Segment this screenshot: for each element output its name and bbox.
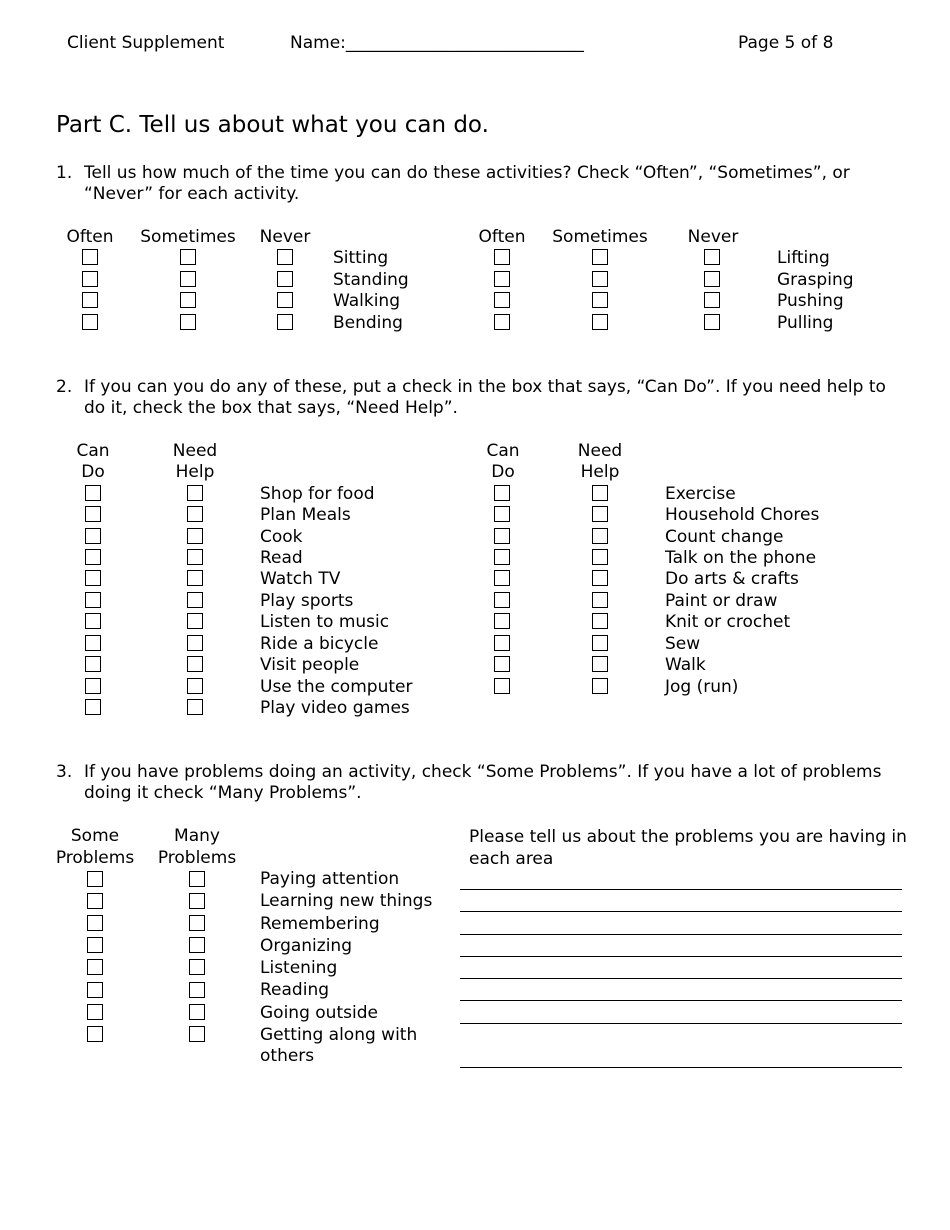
q2-can-do-checkbox[interactable] xyxy=(494,592,510,608)
q2-activity-label: Cook xyxy=(260,527,303,547)
q1-bending-often-checkbox[interactable] xyxy=(82,314,98,330)
q2-can-do-checkbox[interactable] xyxy=(85,635,101,651)
q1-right-col-sometimes: Sometimes xyxy=(552,227,648,247)
q2-activity-label: Play sports xyxy=(260,591,354,611)
q1-sitting-often-checkbox[interactable] xyxy=(82,249,98,265)
q2-need-help-checkbox[interactable] xyxy=(187,613,203,629)
q3-many-problems-checkbox[interactable] xyxy=(189,1004,205,1020)
q1-activity-label: Pulling xyxy=(777,313,834,333)
q1-bending-never-checkbox[interactable] xyxy=(277,314,293,330)
q2-need-help-checkbox[interactable] xyxy=(592,613,608,629)
q1-activity-label: Pushing xyxy=(777,291,844,311)
q2-need-help-checkbox[interactable] xyxy=(187,549,203,565)
q2-right-col-can: Can xyxy=(486,441,520,461)
q2-activity-label: Read xyxy=(260,548,303,568)
answer-line[interactable] xyxy=(460,1000,902,1001)
q1-pulling-often-checkbox[interactable] xyxy=(494,314,510,330)
q3-area-label-continued: others xyxy=(260,1046,315,1066)
q1-standing-never-checkbox[interactable] xyxy=(277,271,293,287)
q2-activity-label: Listen to music xyxy=(260,612,390,632)
q2-right-col-help: Help xyxy=(580,462,620,482)
page-title: Part C. Tell us about what you can do. xyxy=(56,112,489,138)
q1-bending-sometimes-checkbox[interactable] xyxy=(180,314,196,330)
q1-left-col-often: Often xyxy=(66,227,114,247)
q1-sitting-never-checkbox[interactable] xyxy=(277,249,293,265)
q3-area-label: Remembering xyxy=(260,914,380,934)
q2-can-do-checkbox[interactable] xyxy=(85,592,101,608)
q3-many-problems-checkbox[interactable] xyxy=(189,982,205,998)
q3-area-label: Organizing xyxy=(260,936,352,956)
q1-right-col-never: Never xyxy=(687,227,739,247)
q3-col-many-1: Many xyxy=(174,826,220,846)
q2-need-help-checkbox[interactable] xyxy=(187,635,203,651)
q1-pushing-never-checkbox[interactable] xyxy=(704,292,720,308)
q3-many-problems-checkbox[interactable] xyxy=(189,937,205,953)
answer-line[interactable] xyxy=(460,889,902,890)
answer-line[interactable] xyxy=(460,1067,902,1068)
q2-need-help-checkbox[interactable] xyxy=(592,678,608,694)
q3-many-problems-checkbox[interactable] xyxy=(189,915,205,931)
q1-pulling-never-checkbox[interactable] xyxy=(704,314,720,330)
q1-walking-often-checkbox[interactable] xyxy=(82,292,98,308)
q3-col-many-2: Problems xyxy=(157,848,237,868)
q3-some-problems-checkbox[interactable] xyxy=(87,959,103,975)
q3-area-label: Reading xyxy=(260,980,330,1000)
q2-activity-label: Plan Meals xyxy=(260,505,351,525)
q1-standing-often-checkbox[interactable] xyxy=(82,271,98,287)
q2-need-help-checkbox[interactable] xyxy=(187,699,203,715)
q2-activity-label: Exercise xyxy=(665,484,736,504)
q2-need-help-checkbox[interactable] xyxy=(592,592,608,608)
q2-activity-label: Use the computer xyxy=(260,677,413,697)
q2-need-help-checkbox[interactable] xyxy=(187,570,203,586)
q2-need-help-checkbox[interactable] xyxy=(592,635,608,651)
q1-pulling-sometimes-checkbox[interactable] xyxy=(592,314,608,330)
q3-area-label: Paying attention xyxy=(260,869,400,889)
q2-can-do-checkbox[interactable] xyxy=(494,635,510,651)
q2-right-col-do: Do xyxy=(491,462,515,482)
answer-line[interactable] xyxy=(460,1023,902,1024)
q3-area-label: Going outside xyxy=(260,1003,378,1023)
q2-need-help-checkbox[interactable] xyxy=(187,592,203,608)
q3-many-problems-checkbox[interactable] xyxy=(189,893,205,909)
q1-lifting-never-checkbox[interactable] xyxy=(704,249,720,265)
q3-some-problems-checkbox[interactable] xyxy=(87,915,103,931)
q2-activity-label: Knit or crochet xyxy=(665,612,791,632)
q2-activity-label: Paint or draw xyxy=(665,591,778,611)
q2-can-do-checkbox[interactable] xyxy=(85,506,101,522)
q3-area-label: Getting along with xyxy=(260,1025,418,1045)
q2-activity-label: Talk on the phone xyxy=(665,548,817,568)
q2-can-do-checkbox[interactable] xyxy=(494,678,510,694)
q3-many-problems-checkbox[interactable] xyxy=(189,1026,205,1042)
q3-some-problems-checkbox[interactable] xyxy=(87,982,103,998)
q2-activity-label: Visit people xyxy=(260,655,360,675)
q2-can-do-checkbox[interactable] xyxy=(85,485,101,501)
q3-many-problems-checkbox[interactable] xyxy=(189,871,205,887)
q2-can-do-checkbox[interactable] xyxy=(494,549,510,565)
name-blank: ____________________________ xyxy=(345,33,584,53)
q1-lifting-sometimes-checkbox[interactable] xyxy=(592,249,608,265)
q3-some-problems-checkbox[interactable] xyxy=(87,893,103,909)
q1-activity-label: Grasping xyxy=(777,270,854,290)
q1-number: 1. xyxy=(56,163,73,183)
q2-can-do-checkbox[interactable] xyxy=(494,656,510,672)
q3-many-problems-checkbox[interactable] xyxy=(189,959,205,975)
q2-can-do-checkbox[interactable] xyxy=(494,528,510,544)
q2-can-do-checkbox[interactable] xyxy=(85,699,101,715)
q1-activity-label: Standing xyxy=(333,270,409,290)
q2-can-do-checkbox[interactable] xyxy=(494,570,510,586)
q1-grasping-sometimes-checkbox[interactable] xyxy=(592,271,608,287)
q1-left-col-never: Never xyxy=(259,227,311,247)
q2-need-help-checkbox[interactable] xyxy=(187,656,203,672)
q1-sitting-sometimes-checkbox[interactable] xyxy=(180,249,196,265)
q2-left-col-do: Do xyxy=(81,462,105,482)
q1-instructions: Tell us how much of the time you can do these activities? Check “Often”, “Sometimes”, or “Never” for each activity. xyxy=(84,163,850,204)
q1-pushing-sometimes-checkbox[interactable] xyxy=(592,292,608,308)
q1-walking-sometimes-checkbox[interactable] xyxy=(180,292,196,308)
name-label: Name: xyxy=(290,33,346,53)
q2-left-col-can: Can xyxy=(76,441,110,461)
q2-activity-label: Count change xyxy=(665,527,784,547)
q2-need-help-checkbox[interactable] xyxy=(187,528,203,544)
q2-can-do-checkbox[interactable] xyxy=(85,570,101,586)
q2-left-col-help: Help xyxy=(175,462,215,482)
q2-can-do-checkbox[interactable] xyxy=(85,549,101,565)
q2-can-do-checkbox[interactable] xyxy=(85,613,101,629)
q1-left-col-sometimes: Sometimes xyxy=(140,227,236,247)
q2-need-help-checkbox[interactable] xyxy=(187,678,203,694)
q2-activity-label: Do arts & crafts xyxy=(665,569,799,589)
q2-activity-label: Walk xyxy=(665,655,706,675)
q2-need-help-checkbox[interactable] xyxy=(187,485,203,501)
q3-area-label: Listening xyxy=(260,958,338,978)
q1-activity-label: Walking xyxy=(333,291,400,311)
q2-need-help-checkbox[interactable] xyxy=(592,570,608,586)
q2-can-do-checkbox[interactable] xyxy=(85,656,101,672)
answer-line[interactable] xyxy=(460,911,902,912)
q2-left-col-need: Need xyxy=(172,441,218,461)
q3-some-problems-checkbox[interactable] xyxy=(87,1004,103,1020)
q1-right-col-often: Often xyxy=(478,227,526,247)
answer-line[interactable] xyxy=(460,956,902,957)
q2-right-col-need: Need xyxy=(577,441,623,461)
q1-grasping-never-checkbox[interactable] xyxy=(704,271,720,287)
q2-number: 2. xyxy=(56,377,73,397)
q2-need-help-checkbox[interactable] xyxy=(592,528,608,544)
q1-walking-never-checkbox[interactable] xyxy=(277,292,293,308)
answer-line[interactable] xyxy=(460,934,902,935)
q2-activity-label: Ride a bicycle xyxy=(260,634,379,654)
q1-lifting-often-checkbox[interactable] xyxy=(494,249,510,265)
q2-need-help-checkbox[interactable] xyxy=(592,485,608,501)
q1-activity-label: Sitting xyxy=(333,248,389,268)
answer-line[interactable] xyxy=(460,978,902,979)
q2-activity-label: Jog (run) xyxy=(665,677,739,697)
q1-pushing-often-checkbox[interactable] xyxy=(494,292,510,308)
q1-activity-label: Bending xyxy=(333,313,403,333)
form-name: Client Supplement xyxy=(67,33,225,53)
q2-activity-label: Play video games xyxy=(260,698,410,718)
q1-standing-sometimes-checkbox[interactable] xyxy=(180,271,196,287)
q3-some-problems-checkbox[interactable] xyxy=(87,1026,103,1042)
q2-activity-label: Sew xyxy=(665,634,701,654)
q3-col-some-2: Problems xyxy=(55,848,135,868)
q1-grasping-often-checkbox[interactable] xyxy=(494,271,510,287)
q2-can-do-checkbox[interactable] xyxy=(494,506,510,522)
q2-can-do-checkbox[interactable] xyxy=(85,678,101,694)
q2-can-do-checkbox[interactable] xyxy=(494,613,510,629)
q2-can-do-checkbox[interactable] xyxy=(494,485,510,501)
q2-activity-label: Watch TV xyxy=(260,569,341,589)
q2-need-help-checkbox[interactable] xyxy=(592,656,608,672)
name-field[interactable] xyxy=(290,33,584,53)
q2-instructions: If you can you do any of these, put a check in the box that says, “Can Do”. If you need help to do it, check the box that says, “Need Help”. xyxy=(84,377,886,418)
q2-need-help-checkbox[interactable] xyxy=(592,549,608,565)
q2-can-do-checkbox[interactable] xyxy=(85,528,101,544)
page-number: Page 5 of 8 xyxy=(738,33,834,53)
q3-instructions: If you have problems doing an activity, check “Some Problems”. If you have a lot of problems doing it check “Many Problems”. xyxy=(84,762,882,803)
q3-some-problems-checkbox[interactable] xyxy=(87,871,103,887)
q3-notes-prompt: Please tell us about the problems you are having in each area xyxy=(469,827,907,869)
q3-area-label: Learning new things xyxy=(260,891,433,911)
q3-number: 3. xyxy=(56,762,73,782)
q3-some-problems-checkbox[interactable] xyxy=(87,937,103,953)
q2-need-help-checkbox[interactable] xyxy=(187,506,203,522)
q3-col-some-1: Some xyxy=(70,826,120,846)
q1-activity-label: Lifting xyxy=(777,248,830,268)
q2-activity-label: Shop for food xyxy=(260,484,375,504)
q2-need-help-checkbox[interactable] xyxy=(592,506,608,522)
q2-activity-label: Household Chores xyxy=(665,505,820,525)
